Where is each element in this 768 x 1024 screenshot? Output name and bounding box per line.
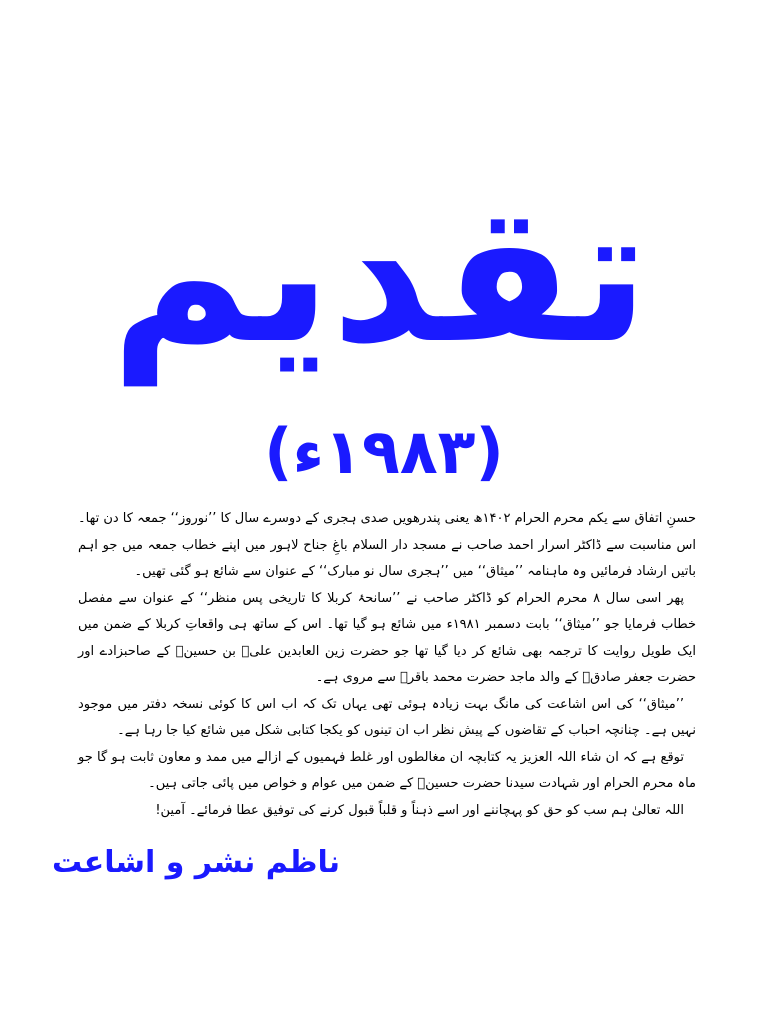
paragraph-4: توقع ہے کہ ان شاء اللہ العزیز یہ کتابچہ ان مغالطوں اور غلط فہمیوں کے ازالے میں ممد و معاون ثابت ہو گا جو ماہ محرم الحرام اور شہادت سیدنا حضرت حسینؓ کے ضمن میں عوام و خواص میں پائی جاتی ہیں۔ (78, 749, 696, 791)
paragraph-1: حسنِ اتفاق سے یکم محرم الحرام ۱۴۰۲ھ یعنی پندرھویں صدی ہجری کے دوسرے سال کا ’’نوروز‘‘ جمعہ کا دن تھا۔ اس مناسبت سے ڈاکٹر اسرار احمد صاحب نے مسجد دار السلام باغِ جناح لاہور میں اپنے خطاب جمعہ میں جو اہم باتیں ارشاد فرمائیں وہ ماہنامہ ’’میثاق‘‘ میں ’’ہجری سال نو مبارک‘‘ کے عنوان سے شائع ہو گئی تھیں۔ (78, 511, 696, 579)
page-title: تقدیم (110, 164, 650, 385)
year-subtitle: (۱۹۸۳ء) (264, 415, 504, 488)
paragraph-3: ’’میثاق‘‘ کی اس اشاعت کی مانگ بہت زیادہ ہوئی تھی یہاں تک کہ اب اس کا کوئی نسخہ دفتر میں موجود نہیں ہے۔ چنانچہ احباب کے تقاضوں کے پیش نظر اب ان تینوں کو یکجا کتابی شکل میں شائع کیا جا رہا ہے۔ (78, 696, 696, 738)
body-text (78, 506, 696, 824)
paragraph-2: پھر اسی سال ۸ محرم الحرام کو ڈاکٹر صاحب نے ’’سانحۂ کربلا کا تاریخی پس منظر‘‘ کے عنوان سے مفصل خطاب فرمایا جو ’’میثاق‘‘ بابت دسمبر ۱۹۸۱ء میں شائع ہو گیا تھا۔ اس کے ساتھ ہی واقعاتِ کربلا کے ضمن میں ایک طویل روایت کا ترجمہ بھی شائع کر دیا گیا تھا جو حضرت زین العابدین علیؓ بن حسینؓ کے صاحبزادے اور حضرت جعفر صادقؒ کے والد ماجد حضرت محمد باقرؒ سے مروی ہے۔ (78, 590, 696, 685)
paragraph-5: اللہ تعالیٰ ہم سب کو حق کو پہچاننے اور اسے ذہناً و قلباً قبول کرنے کی توفیق عطا فرمائے۔ آمین! (155, 802, 684, 818)
signature: ناظم نشر و اشاعت (51, 845, 340, 880)
